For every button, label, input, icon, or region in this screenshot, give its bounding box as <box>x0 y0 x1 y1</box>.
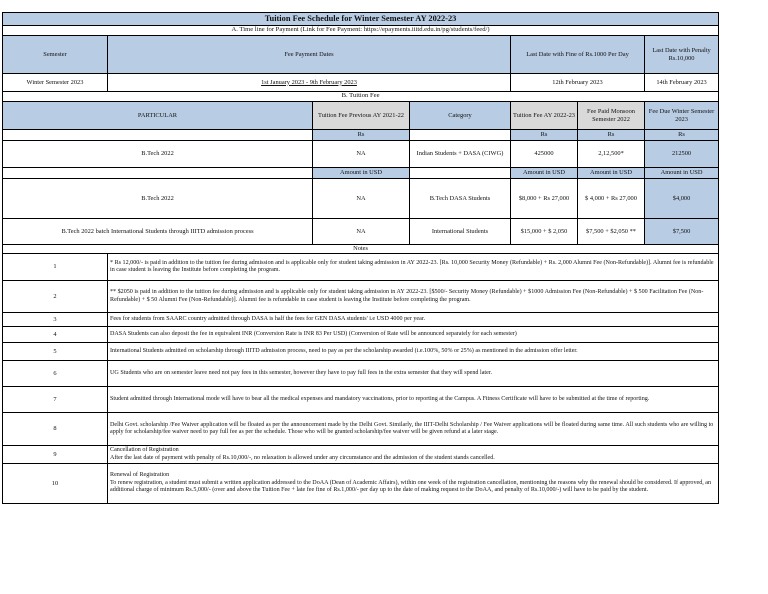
note-number: 7 <box>3 387 108 413</box>
penalty-date-header: Last Date with Penalty Rs.10,000 <box>645 36 719 74</box>
note-row <box>3 361 719 387</box>
row-winter-fee: $4,000 <box>645 179 719 219</box>
row-particular: B.Tech 2022 <box>3 179 313 219</box>
currency-label: Amount in USD <box>511 168 578 179</box>
note-row <box>3 327 719 343</box>
note-text: Fees for students from SAARC country admitted through DASA is half the fees for GEN DASA students' i.e USD 4000 per year. <box>108 313 719 327</box>
note-body: After the last date of payment with penalty of Rs.10,000/-, no relaxation is allowed under any circumstance and the admission of the student stands cancelled. <box>110 454 495 461</box>
row-category: Indian Students + DASA (CIWG) <box>410 141 511 168</box>
note-number: 2 <box>3 281 108 313</box>
row-ay-fee: $15,000 + $ 2,050 <box>511 219 578 245</box>
row-prev-fee: NA <box>313 219 410 245</box>
note-text: Student admitted through International mode will have to bear all the medical expenses and mandatory vaccinations, prior to reporting at the Campus. A Fitness Certificate will have to be submitted at the time of reporting. <box>108 387 719 413</box>
row-particular: B.Tech 2022 <box>3 141 313 168</box>
note-row <box>3 464 719 504</box>
note-row <box>3 387 719 413</box>
note-number: 10 <box>3 464 108 504</box>
row-prev-fee: NA <box>313 179 410 219</box>
note-text: ** $2050 is paid in addition to the tuition fee during admission and is applicable only for student taking admission in AY 2022-23. [$500/- Security Money (Refundable) + $1000 Admission Fee (Non-Refundable) + $ 500 Facilitation Fee (Non-Refundable) + $ 50 Alumni Fee (Non-Refundable)]. Alumni fee is refundable in case student is leaving the Institute before completing the program. <box>108 281 719 313</box>
row-category: B.Tech DASA Students <box>410 179 511 219</box>
ay-fee-header: Tuition Fee AY 2022-23 <box>511 102 578 130</box>
semester-value: Winter Semester 2023 <box>3 74 108 92</box>
note-text <box>108 446 719 464</box>
currency-label: Rs <box>313 130 410 141</box>
penalty-date-value: 14th February 2023 <box>645 74 719 92</box>
note-text: UG Students who are on semester leave need not pay fees in this semester, however they have to pay full fees in the extra semester that they will spend later. <box>108 361 719 387</box>
row-ay-fee: $8,000 + Rs 27,000 <box>511 179 578 219</box>
fee-row <box>3 179 719 219</box>
section-b-heading: B. Tuition Fee <box>3 92 719 102</box>
section-a-heading: A. Time line for Payment (Link for Fee Payment: https://epayments.iiitd.edu.in/pg/students/feed/) <box>3 26 719 36</box>
note-text <box>108 464 719 504</box>
row-winter-fee: $7,500 <box>645 219 719 245</box>
note-row <box>3 313 719 327</box>
note-body: To renew registration, a student must submit a written application addressed to the DoAA (Dean of Academic Affairs), within one week of the registration cancellation, mentioning the reasons why the renewal should be considered. If approved, an additional charge of minimum Rs.5,000/- (over and above the Tuition Fee + late fee fine of Rs.1,000/- per day up to the date of making request to the DoAA, and penalty of Rs.10,000/-) will have to be paid by the student. <box>110 479 712 494</box>
winter-fee-header: Fee Due Winter Semester 2023 <box>645 102 719 130</box>
note-row <box>3 343 719 361</box>
notes-heading: Notes <box>3 245 719 254</box>
currency-label: Rs <box>511 130 578 141</box>
row-monsoon-fee: $ 4,000 + Rs 27,000 <box>578 179 645 219</box>
note-text: * Rs 12,000/- is paid in addition to the tuition fee during admission and is applicable only for student taking admission in AY 2022-23. [Rs. 10,000 Security Money (Refundable) + Rs. 2,000 Alumni Fee (Non-Refundable)]. Alumni fee is refundable in case student is leaving the Institute before completing the program. <box>108 254 719 281</box>
currency-label: Amount in USD <box>578 168 645 179</box>
fee-schedule-table <box>2 12 719 504</box>
note-number: 3 <box>3 313 108 327</box>
note-text: DASA Students can also deposit the fee in equivalent INR (Conversion Rate is INR 83 Per USD) (Conversion of Rate will be announced separately for each semester) <box>108 327 719 343</box>
note-number: 9 <box>3 446 108 464</box>
fee-row <box>3 219 719 245</box>
note-number: 6 <box>3 361 108 387</box>
row-monsoon-fee: 2,12,500* <box>578 141 645 168</box>
currency-label: Rs <box>645 130 719 141</box>
currency-label: Amount in USD <box>645 168 719 179</box>
note-row <box>3 281 719 313</box>
fine-date-value: 12th February 2023 <box>511 74 645 92</box>
fee-row <box>3 141 719 168</box>
note-text: Delhi Govt. scholarship /Fee Waiver application will be floated as per the announcement made by the Delhi Govt. Similarly, the IIIT-Delhi Scholarship / Fee Waiver applications will be floated during same time. All such students who are willing to apply for scholarship/fee waiver need to pay full fee as per the schedule. Those who will be granted scholarship/fee waiver will be given refund at a later stage. <box>108 413 719 446</box>
note-number: 4 <box>3 327 108 343</box>
fine-date-header: Last Date with Fine of Rs.1000 Per Day <box>511 36 645 74</box>
page-title: Tuition Fee Schedule for Winter Semester AY 2022-23 <box>3 13 719 26</box>
row-winter-fee: 212500 <box>645 141 719 168</box>
row-category: International Students <box>410 219 511 245</box>
category-header: Category <box>410 102 511 130</box>
row-monsoon-fee: $7,500 + $2,050 ** <box>578 219 645 245</box>
note-lead: Cancellation of Registration <box>110 447 179 454</box>
note-number: 5 <box>3 343 108 361</box>
currency-label: Amount in USD <box>313 168 410 179</box>
row-particular: B.Tech 2022 batch International Students through IIITD admission process <box>3 219 313 245</box>
row-prev-fee: NA <box>313 141 410 168</box>
fee-schedule-sheet <box>2 12 718 504</box>
monsoon-fee-header: Fee Paid Monsoon Semester 2022 <box>578 102 645 130</box>
note-row <box>3 446 719 464</box>
note-lead: Renewal of Registration <box>110 472 170 479</box>
note-number: 1 <box>3 254 108 281</box>
note-row <box>3 413 719 446</box>
note-text: International Students admitted on scholarship through IIITD admission process, need to pay as per the scholarship awarded (i.e.100%, 50% or 25%) as mentioned in the admission offer letter. <box>108 343 719 361</box>
payment-dates-header: Fee Payment Dates <box>108 36 511 74</box>
note-row <box>3 254 719 281</box>
note-number: 8 <box>3 413 108 446</box>
semester-header: Semester <box>3 36 108 74</box>
prev-fee-header: Tuition Fee Previous AY 2021-22 <box>313 102 410 130</box>
particular-header: PARTICULAR <box>3 102 313 130</box>
row-ay-fee: 425000 <box>511 141 578 168</box>
payment-dates-value: 1st January 2023 - 9th February 2023 <box>108 74 511 92</box>
currency-label: Rs <box>578 130 645 141</box>
